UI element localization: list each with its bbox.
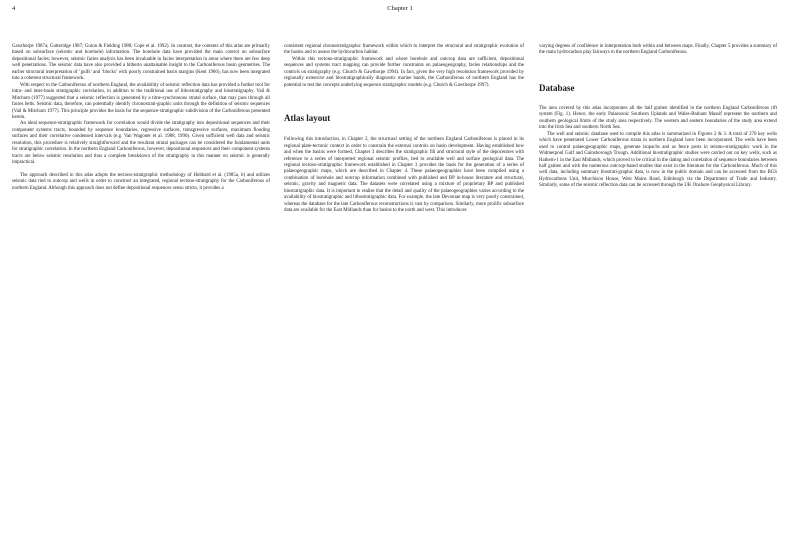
paragraph: The approach described in this atlas adopts the tectono-stratigraphic methodology of Hubbard et al. (1985a, b) and utilizes seismic data tied to outcrop and wells in order to construct an integrated, regional tectono-stratigraphy for the Carboniferous of northern England. Although this approach does not define depositional sequences sensu stricto, it provides a <box>12 172 270 191</box>
section-heading-database: Database <box>539 82 575 93</box>
paragraph: Gawthorpe 1987a; Gutteridge 1987; Guion & Fielding 1988; Cope et al. 1992). In contrast, the contents of this atlas are primarily based on subsurface (seismic and borehole) information. The borehole data have provided the main control on subsurface depositional facies; however, seismic facies analysis has been invaluable in facies interpretation in areas where there are few deep well penetrations. The seismic data have also provided a hitherto unattainable insight to the Carboniferous basin geometries. The earlier structural interpretation of ‘gulfs’ and ‘blocks’ with poorly constrained basin margins (Kent 1966), has now been integrated into a coherent structural framework. <box>12 44 270 82</box>
text-column-2 <box>284 44 524 215</box>
paragraph: consistent regional chronostratigraphic framework within which to interpret the structural and stratigraphic evolution of the basins and to assess the hydrocarbon habitat. <box>284 44 524 56</box>
text-column-3 <box>539 44 777 190</box>
paragraph: The well and seismic database used to compile this atlas is summarized in Figures 2 & 3. A total of 270 key wells which have penetrated Lower Carboniferous strata in northern England have been incorporated. The wells have been used to control palaeogeographic maps, generate isopachs and as fence posts in seismo-stratigraphic work in the Widmerpool Gulf and Gainsborough Trough. Additional biostratigraphic studies were carried out on key wells, such as Hathern-1 in the East Midlands, which proved to be critical in the dating and correlation of sequence boundaries between half graben and with the numerous outcrop-based studies that exist in the literature for the Carboniferous. Much of this well data, including summary biostrati-graphic data, is now in the public domain and can be accessed from the BGS Hydrocarbons Unit, Murchison House, West Mains Road, Edinburgh via the Department of Trade and Industry. Similarly, some of the seismic reflection data can be accessed through the UK Onshore Geophysical Library. <box>539 131 777 189</box>
page-number: 4 <box>12 5 16 12</box>
paragraph: Within this tectono-stratigraphic framework and where borehole and outcrop data are sufficient, depositional sequences and systems tract mapping can provide further constraints on palaeogeography, facies relationships and the controls on stratigraphy (e.g. Church & Gawthorpe 1994). In fact, given the very high resolution framework provided by regionally extensive and biostratigraphically diagnostic marine bands, the Carboniferous of northern England has the potential to test the concepts underlying sequence stratigraphic models (e.g. Church & Gawthorpe 1997). <box>284 56 524 88</box>
section-heading-atlas-layout: Atlas layout <box>284 113 331 124</box>
paragraph: varying degrees of confidence in interpretation both within and between maps. Finally, Chapter 5 provides a summary of the main hydrocarbon play fairways in the northern England Carboniferous. <box>539 44 777 56</box>
paragraph: The area covered by this atlas incorporates all the half graben identified in the northern England Carboniferous rift system (Fig. 1). Hence, the early Palaeozoic Southern Uplands and Wales-Brabant Massif represent the northern and southern geological limits of the study area respectively. The western and eastern boundaries of the study area extend into the Irish Sea and southern North Sea. <box>539 105 777 131</box>
text-column-1 <box>12 44 270 192</box>
paragraph: An ideal sequence-stratigraphic framework for correlation would divide the stratigraphy into depositional sequences and their component systems tracts, bounded by sequence boundaries, regressive surfaces, transgressive surfaces, maximum flooding surfaces and their correlative condensed intervals (e.g. Van Wagoner et al. 1988, 1990). Given sufficient well data and seismic resolution, this procedure is relatively straightforward and the resultant stratal packages can be considered the fundamental units for stratigraphic correlation. In the northern England Carboniferous, however, depositional sequences and their component systems tracts are below seismic resolution and thus a complete breakdown of the stratigraphy in this manner on seismic is generally impractical. <box>12 121 270 166</box>
paragraph: Following this introduction, in Chapter 2, the structural setting of the northern England Carboniferous is placed in its regional plate-tectonic context in order to constrain the external controls on basin development. Having established how and when the basins were formed, Chapter 3 describes the stratigraphic fill and structural style of the depocentres with reference to a series of interpreted regional seismic profiles, tied to available well and surface geological data. The regional tectono-stratigraphic framework established in Chapter 3 provides the basis for the generation of a series of palaeogeographic maps, which are described in Chapter 4. These palaeogeographies have been compiled using a combination of borehole and outcrop information combined with published and BP in-house literature and structural, seismic, gravity and magnetic data. The datasets were correlated using a mixture of proprietary BP and published biostratigraphic data. It is important to realise that the detail and quality of the palaeogeographies varies according to the availability of biostratigraphic and lithostratigraphic data. For example, the late Devonian map is very poorly constrained, whereas the database for the late Carboniferous reconstructions is vast by comparison. Similarly, more prolific subsurface data are available for the East Midlands than for basins to the north and west. This introduces <box>284 137 524 214</box>
running-head: Chapter 1 <box>387 5 413 12</box>
paragraph: With respect to the Carboniferous of northern England, the availability of seismic reflection data has provided a further tool for intra- and inter-basin stratigraphic correlation, in addition to the traditional use of lithostratigraphy and biostratigraphy. Vail & Mitchum (1977) suggested that a seismic reflection is generated by a time-synchronous stratal surface, that may pass through all facies belts. Seismic data, therefore, can potentially identify chronostrati-graphic units through the definition of seismic sequences (Vail & Mitchum 1977). This principle provides the basis for the sequence-stratigraphic subdivision of the Carboniferous presented herein. <box>12 82 270 120</box>
